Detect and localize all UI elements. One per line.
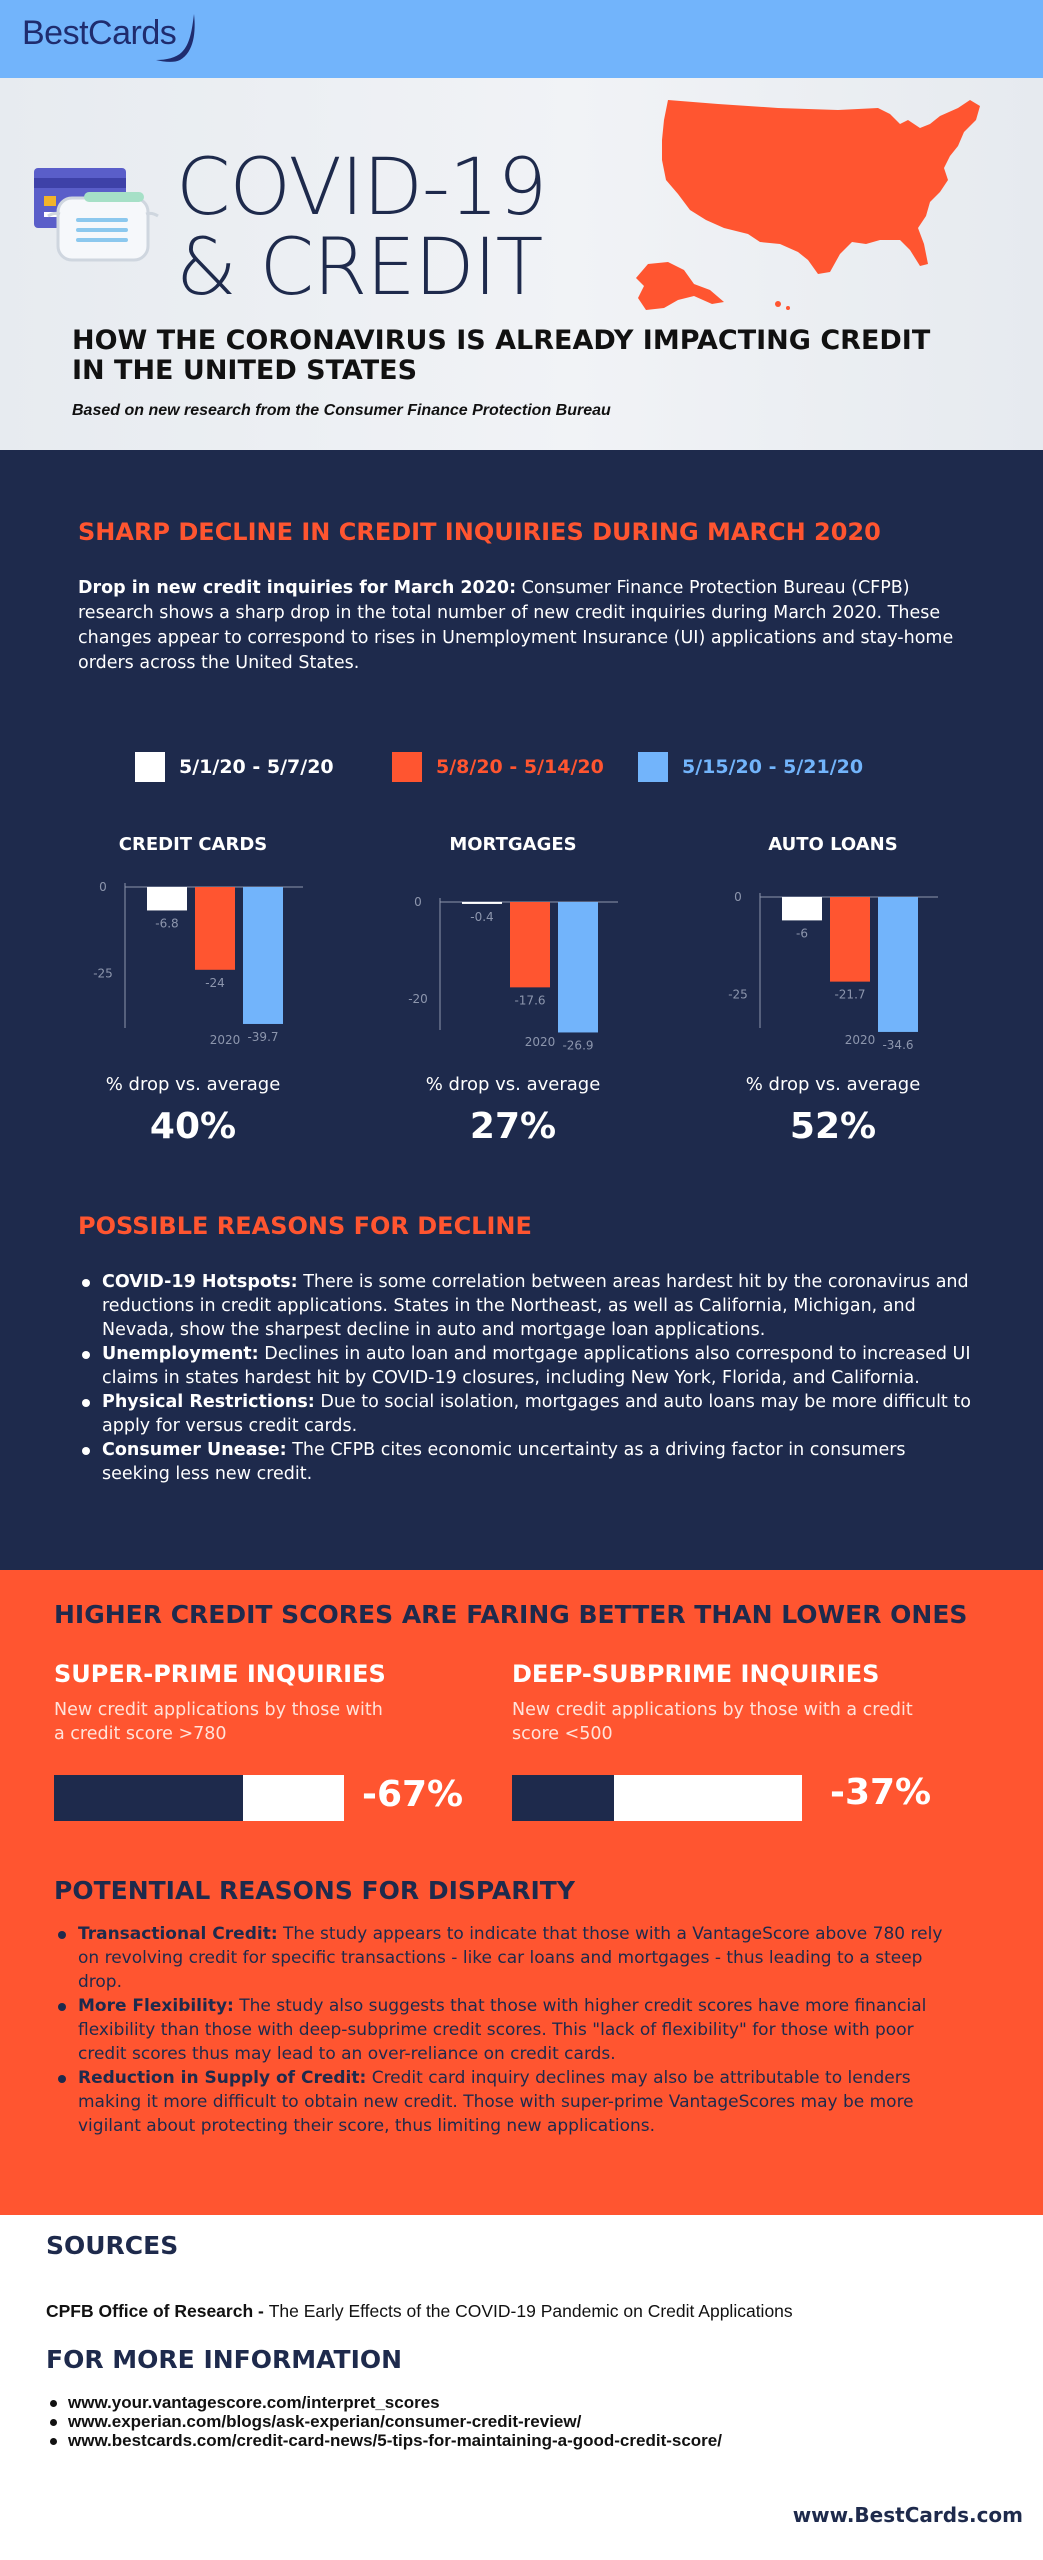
super-prime-value: -67% [362,1774,464,1815]
disparity-title: POTENTIAL REASONS FOR DISPARITY [54,1876,575,1905]
bar-3 [243,887,283,1024]
source-citation: CPFB Office of Research - The Early Effects of the COVID-19 Pandemic on Credit Applications [46,2301,793,2321]
header-bar [0,0,1043,78]
link-item[interactable]: www.your.vantagescore.com/interpret_scores [46,2393,722,2412]
bar-1 [782,897,822,920]
y-tick-label: -25 [728,987,748,1002]
bar-data-label: -26.9 [562,1038,594,1053]
legend-label: 5/1/20 - 5/7/20 [179,756,334,778]
deep-subprime-bar-fill [512,1775,614,1821]
footer-url[interactable]: www.BestCards.com [792,2503,1023,2527]
chart-title-mortgages: MORTGAGES [449,834,577,855]
list-item: COVID-19 Hotspots: There is some correlation between areas hardest hit by the coronavirus and reductions in credit applications. States in the Northeast, as well as California, Michigan, and Nevada, show the sharpest decline in auto and mortgage loan applications. [78,1270,978,1342]
chart-caption: % drop vs. average [425,1074,601,1095]
auto-loans-drop-value: 52% [789,1106,877,1147]
reasons-title: POSSIBLE REASONS FOR DECLINE [78,1212,532,1240]
decline-section [0,450,1043,1570]
mortgages-drop-value: 27% [469,1106,557,1147]
credit-card-mask-icon [34,168,164,278]
bar-data-label: -6.8 [155,916,179,931]
bar-data-label: -6 [796,926,808,941]
chart-caption: % drop vs. average [105,1074,281,1095]
us-map-icon [628,94,1008,324]
sources-section [0,2215,1043,2560]
decline-body: Consumer Finance Protection Bureau (CFPB) research shows a sharp drop in the total number of new credit inquiries during March 2020. These changes appear to correspond to rises in Unemployment Insurance (UI) applications and stay-home orders across the United States. [78,578,954,673]
bar-data-label: -0.4 [470,909,494,924]
bar-2 [195,887,235,970]
bar-3 [558,902,598,1032]
disparity-list [54,1922,954,2138]
deep-subprime-value: -37% [830,1772,932,1813]
bar-1 [147,887,187,910]
bar-data-label: -21.7 [834,987,866,1002]
y-tick-label: -25 [93,966,113,981]
logo-swoosh-icon [150,12,200,64]
x-tick-label: 2020 [209,1033,241,1047]
scores-title: HIGHER CREDIT SCORES ARE FARING BETTER THAN LOWER ONES [54,1600,968,1629]
credit-cards-drop-value: 40% [149,1106,237,1147]
bar-3 [878,897,918,1032]
super-prime-bar [54,1775,344,1821]
sources-title: SOURCES [46,2231,179,2260]
bar-data-label: -17.6 [514,993,546,1008]
list-item: Physical Restrictions: Due to social isolation, mortgages and auto loans may be more difficult to apply for versus credit cards. [78,1390,978,1438]
super-prime-bar-fill [54,1775,243,1821]
x-tick-label: 2020 [844,1033,876,1047]
list-item: More Flexibility: The study also suggests that those with higher credit scores have more financial flexibility than those with deep-subprime credit scores. This "lack of flexibility" for those with poor credit scores thus may lead to an over-reliance on credit cards. [54,1994,954,2066]
legend-label: 5/15/20 - 5/21/20 [682,756,864,778]
bar-charts [0,450,1043,1090]
more-info-links [46,2393,722,2450]
list-item: Unemployment: Declines in auto loan and mortgage applications also correspond to increased UI claims in states hardest hit by COVID-19 closures, including New York, Florida, and California. [78,1342,978,1390]
deep-subprime-desc: New credit applications by those with a credit score <500 [512,1700,913,1744]
hero-headline: HOW THE CORONAVIRUS IS ALREADY IMPACTING CREDIT IN THE UNITED STATES [72,325,931,386]
y-tick-label: -20 [408,992,428,1006]
link-item[interactable]: www.experian.com/blogs/ask-experian/consumer-credit-review/ [46,2412,722,2431]
bar-2 [510,902,550,987]
deep-subprime-title: DEEP-SUBPRIME INQUIRIES [512,1660,880,1688]
link-item[interactable]: www.bestcards.com/credit-card-news/5-tips-for-maintaining-a-good-credit-score/ [46,2431,722,2450]
chart-title-auto-loans: AUTO LOANS [768,834,898,855]
deep-subprime-bar [512,1775,802,1821]
bar-2 [830,897,870,982]
super-prime-desc: New credit applications by those with a credit score >780 [54,1700,383,1744]
bestcards-logo[interactable]: BestCards [22,14,177,52]
scores-section [0,1570,1043,2215]
legend-label: 5/8/20 - 5/14/20 [436,756,604,778]
y-tick-label: 0 [414,895,422,909]
bar-data-label: -39.7 [247,1029,279,1044]
decline-title: SHARP DECLINE IN CREDIT INQUIRIES DURING MARCH 2020 [78,518,881,546]
decline-lead: Drop in new credit inquiries for March 2020: [78,578,517,598]
chart-caption: % drop vs. average [745,1074,921,1095]
list-item: Consumer Unease: The CFPB cites economic uncertainty as a driving factor in consumers seeking less new credit. [78,1438,978,1486]
more-info-title: FOR MORE INFORMATION [46,2345,403,2374]
hero-section [0,78,1043,450]
chart-title-credit-cards: CREDIT CARDS [118,834,268,855]
y-tick-label: 0 [734,890,742,904]
hero-subtitle: Based on new research from the Consumer Finance Protection Bureau [72,402,611,419]
y-tick-label: 0 [99,880,107,894]
list-item: Transactional Credit: The study appears to indicate that those with a VantageScore above 780 rely on revolving credit for specific transactions - like car loans and mortgages - thus leading to a steep drop. [54,1922,954,1994]
list-item: Reduction in Supply of Credit: Credit card inquiry declines may also be attributable to lenders making it more difficult to obtain new credit. Those with super-prime VantageScores may be more vigilant about protecting their score, thus limiting new applications. [54,2066,954,2138]
bar-data-label: -24 [205,975,225,990]
super-prime-title: SUPER-PRIME INQUIRIES [54,1660,386,1688]
reasons-list [78,1270,978,1486]
hero-title: COVID-19 & CREDIT [176,143,547,313]
bar-data-label: -34.6 [882,1037,914,1052]
bar-1 [462,902,502,904]
x-tick-label: 2020 [524,1035,556,1049]
